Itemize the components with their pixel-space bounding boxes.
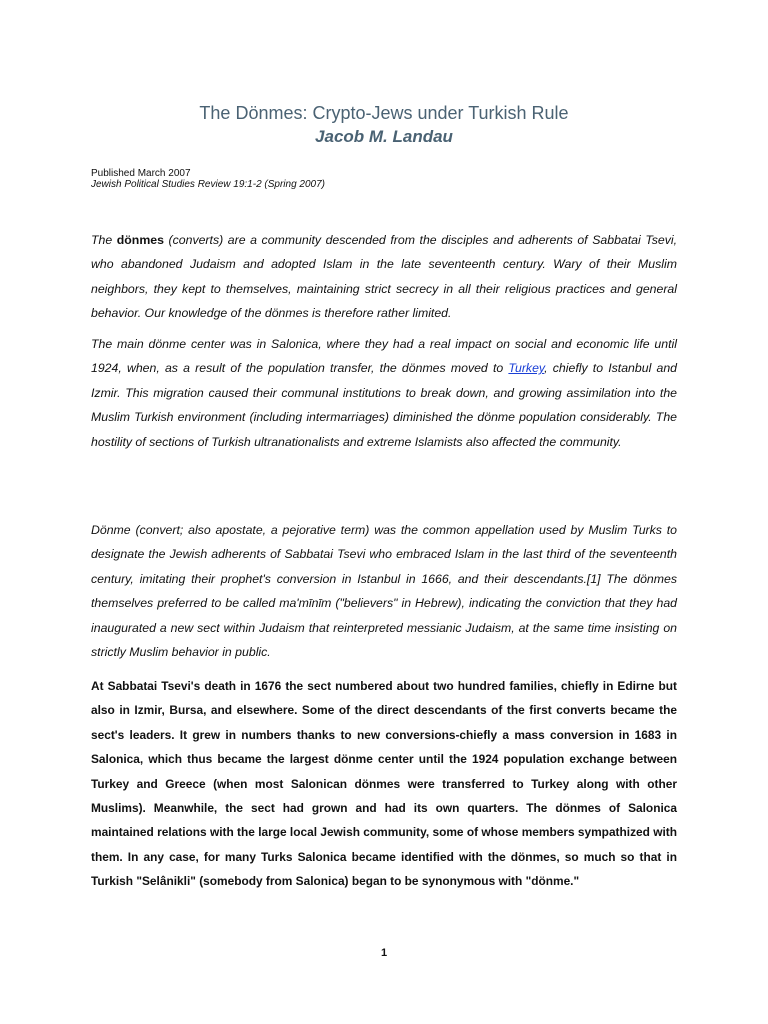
paragraph-intro-lead: The [91, 233, 117, 247]
paragraph-history: At Sabbatai Tsevi's death in 1676 the sect numbered about two hundred families, chiefly in Edirne but also in Izmir, Bursa, and elsewhere. Some of the direct descendants of the first converts became the sect's leaders. It grew in numbers thanks to new conversions-chiefly a mass conversion in 1683 in Salonica, which thus became the largest dönme center until the 1924 population exchange between Turkey and Greece (when most Salonican dönmes were transferred to Turkey along with other Muslims). Meanwhile, the sect had grown and had its own quarters. The dönmes of Salonica maintained relations with the large local Jewish community, some of whose members sympathized with them. In any case, for many Turks Salonica became identified with the dönmes, so much so that in Turkish "Selânikli" (somebody from Salonica) began to be synonymous with "dönme." [91, 679, 677, 889]
paragraph-intro-term: dönmes [116, 233, 164, 247]
paragraph-center-before: The main dönme center was in Salonica, where they had a real impact on social and economic life until 1924, when, as a result of the population transfer, the dönmes moved to [91, 337, 677, 376]
publication-info [91, 168, 325, 190]
paragraph-center [91, 332, 677, 454]
document-author: Jacob M. Landau [315, 127, 453, 146]
page-number: 1 [380, 947, 388, 959]
paragraph-center-after: , chiefly to Istanbul and Izmir. This migration caused their communal institutions to break down, and growing assimilation into the Muslim Turkish environment (including intermarriages) diminished the dönme population considerably. The hostility of sections of Turkish ultranationalists and extreme Islamists also affected the community. [91, 361, 677, 449]
published-date: Published March 2007 [91, 168, 191, 179]
paragraph-intro-rest: (converts) are a community descended from the disciples and adherents of Sabbatai Tsevi, who abandoned Judaism and adopted Islam in the late seventeenth century. Wary of their Muslim neighbors, they kept to themselves, maintaining strict secrecy in all their religious practices and general behavior. Our knowledge of the dönmes is therefore rather limited. [91, 233, 677, 321]
document-title: The Dönmes: Crypto-Jews under Turkish Rule [199, 103, 569, 123]
turkey-link[interactable]: Turkey [508, 361, 545, 376]
journal-citation: Jewish Political Studies Review 19:1-2 (Spring 2007) [91, 179, 326, 190]
paragraph-intro [91, 228, 677, 326]
paragraph-definition: Dönme (convert; also apostate, a pejorative term) was the common appellation used by Muslim Turks to designate the Jewish adherents of Sabbatai Tsevi who embraced Islam in the last third of the seventeenth century, imitating their prophet's conversion in Istanbul in 1666, and their descendants.[1] The dönmes themselves preferred to be called ma'mīnīm ("believers" in Hebrew), indicating the conviction that they had inaugurated a new sect within Judaism that reinterpreted messianic Judaism, at the same time insisting on strictly Muslim behavior in public. [91, 523, 677, 660]
